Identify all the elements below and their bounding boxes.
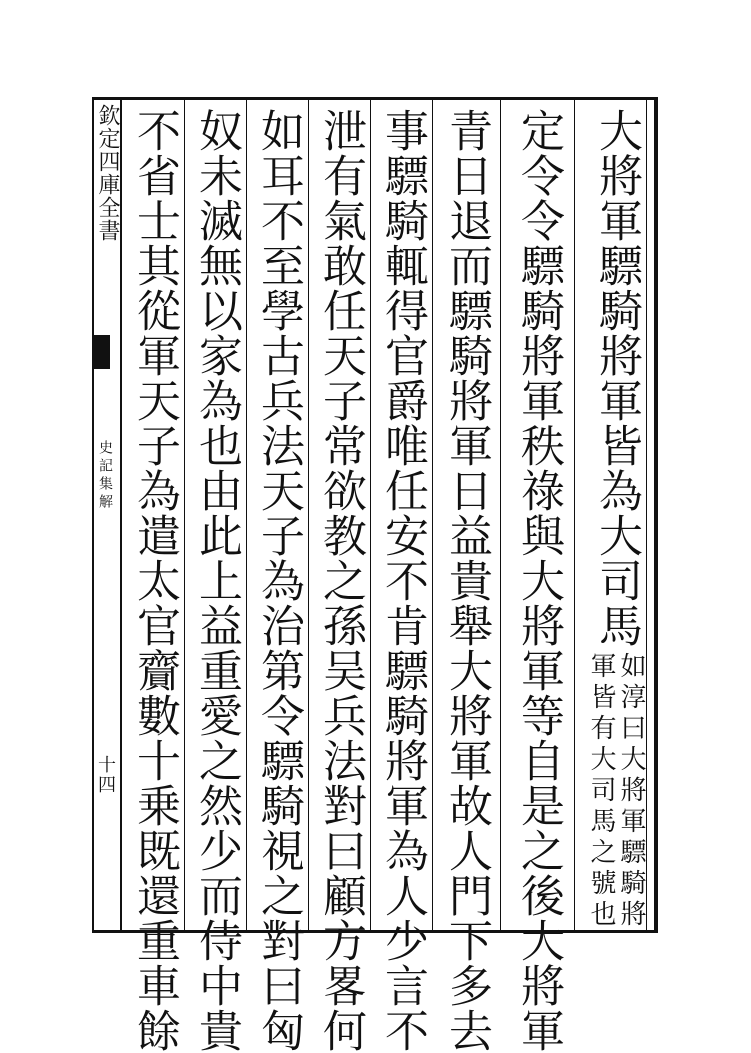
right-border-outer <box>654 97 658 933</box>
commentary-line-left: 軍皆有大司馬之號也 <box>586 652 616 931</box>
main-text: 定令令驃騎將軍秩祿與大將軍等自是之後大將軍 <box>513 108 564 1053</box>
main-text: 事驃騎輒得官爵唯任安不肯驃騎將軍為人少言不 <box>377 108 428 1053</box>
main-text: 大將軍驃騎將軍皆為大司馬 <box>591 108 642 648</box>
column-divider <box>370 97 371 933</box>
margin-divider <box>120 97 122 933</box>
main-text: 青日退而驃騎將軍日益貴舉大將軍故人門下多去 <box>441 108 492 1053</box>
commentary-note <box>588 652 644 931</box>
margin-section-title: 史記集解 <box>97 440 113 512</box>
fish-tail-mark <box>94 335 110 369</box>
margin-page-number: 十四 <box>95 755 116 795</box>
column-divider <box>246 97 247 933</box>
left-border <box>92 97 94 933</box>
column-divider <box>184 97 185 933</box>
text-column-1 <box>586 108 646 931</box>
main-text: 奴未滅無以家為也由此上益重愛之然少而侍中貴 <box>191 108 242 1053</box>
column-divider <box>500 97 501 933</box>
text-column-6 <box>250 108 306 1053</box>
commentary-line-right: 如淳曰大將軍驃騎將 <box>616 652 646 931</box>
right-border-inner <box>646 97 647 933</box>
text-column-4 <box>374 108 430 1053</box>
main-text: 如耳不至學古兵法天子為治第令驃騎視之對曰匈 <box>253 108 304 1053</box>
column-divider <box>574 97 575 933</box>
text-column-5 <box>312 108 368 1053</box>
column-divider <box>308 97 309 933</box>
margin-book-title: 欽定四庫全書 <box>95 104 120 242</box>
text-column-8 <box>126 108 182 1053</box>
main-text: 泄有氣敢任天子常欲教之孫吴兵法對曰顧方畧何 <box>315 108 366 1053</box>
text-column-7 <box>188 108 244 1053</box>
main-text: 不省士其從軍天子為遣太官齎數十乗既還重車餘 <box>129 108 180 1053</box>
text-column-2 <box>510 108 566 1053</box>
column-divider <box>432 97 433 933</box>
text-column-3 <box>438 108 494 1053</box>
